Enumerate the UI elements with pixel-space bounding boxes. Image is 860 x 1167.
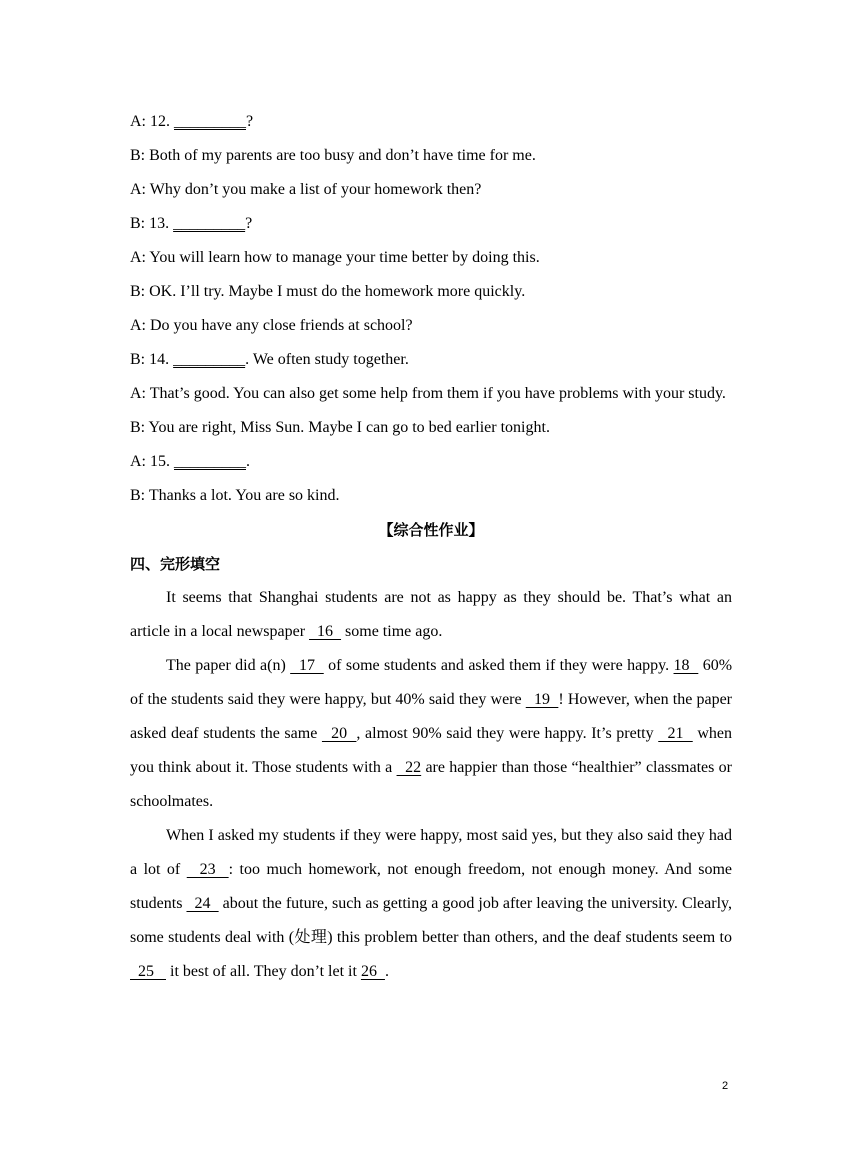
dialogue-line: B: 14. _________. We often study together. (130, 351, 409, 368)
dialogue-line: B: Both of my parents are too busy and don’t have time for me. (130, 147, 536, 164)
blank-17: 17 (290, 657, 324, 674)
dialogue-line: B: 13. _________? (130, 215, 253, 232)
document-page (130, 105, 732, 989)
blank-18: 18 (673, 657, 699, 674)
dialogue-line: A: That’s good. You can also get some help from them if you have problems with your study. (130, 385, 726, 402)
page-number: 2 (722, 1080, 729, 1092)
blank-22: 22 (396, 759, 422, 776)
dialogue-line: B: You are right, Miss Sun. Maybe I can go to bed earlier tonight. (130, 419, 550, 436)
blank-15: _________ (174, 453, 246, 470)
blank-19: 19 (525, 691, 559, 708)
blank-26: 26 (360, 963, 385, 980)
blank-20: 20 (321, 725, 357, 742)
blank-23: 23 (186, 861, 229, 878)
blank-12: _________ (174, 113, 246, 130)
blank-25: 25 (130, 963, 166, 980)
dialogue-line: A: Why don’t you make a list of your homework then? (130, 181, 482, 198)
blank-24: 24 (186, 895, 219, 912)
section-title: 【综合性作业】 (378, 521, 484, 539)
dialogue-line: B: Thanks a lot. You are so kind. (130, 487, 340, 504)
blank-16: 16 (309, 623, 342, 640)
passage-paragraph-3: When I asked my students if they were happy, most said yes, but they also said they had a lot of 23 : too much homework, not enough freedom, not enough money. And some students 24 about the future, such as getting a good job after leaving the university. Clearly, some students deal with (处理) this problem better than others, and the deaf students seem to 25 it best of all. They don’t let it 26 . (130, 827, 733, 980)
dialogue-line: A: Do you have any close friends at school? (130, 317, 413, 334)
dialogue-line: A: 15. _________. (130, 453, 250, 470)
part-heading: 四、完形填空 (130, 555, 221, 573)
blank-13: _________ (173, 215, 246, 232)
blank-14: _________ (173, 351, 246, 368)
passage-paragraph-1: It seems that Shanghai students are not as happy as they should be. That’s what an article in a local newspaper 16 some time ago. (130, 589, 732, 640)
passage-paragraph-2: The paper did a(n) 17 of some students and asked them if they were happy. 18 60% of the students said they were happy, but 40% said they were 19 ! However, when the paper asked deaf students the same 20 , almost 90% said they were happy. It’s pretty 21 when you think about it. Those students with a 22 are happier than those “healthier” classmates or schoolmates. (130, 657, 733, 810)
dialogue-line: B: OK. I’ll try. Maybe I must do the homework more quickly. (130, 283, 526, 300)
blank-21: 21 (658, 725, 693, 742)
dialogue-line: A: 12. _________? (130, 113, 254, 130)
dialogue-line: A: You will learn how to manage your time better by doing this. (130, 249, 540, 266)
